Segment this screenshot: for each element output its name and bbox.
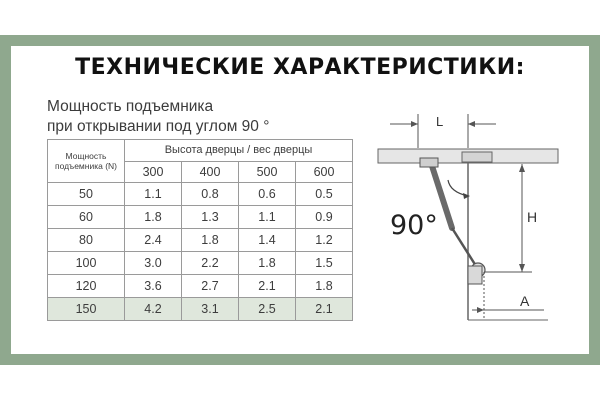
value-cell: 3.0 (125, 252, 182, 275)
dim-H-arrowhead-top (519, 164, 525, 172)
force-cell: 80 (48, 229, 125, 252)
value-cell: 4.2 (125, 298, 182, 321)
table-row-highlighted (48, 298, 353, 321)
width-header: 500 (239, 161, 296, 183)
gas-lift-diagram (372, 108, 572, 340)
dim-A-arrowhead (477, 307, 484, 313)
lower-mount (468, 266, 482, 284)
dim-H-label: H (527, 209, 538, 225)
table-row (48, 275, 353, 298)
value-cell: 2.2 (182, 252, 239, 275)
value-cell: 2.1 (296, 298, 353, 321)
force-cell: 150 (48, 298, 125, 321)
value-cell: 2.5 (239, 298, 296, 321)
value-cell: 1.8 (125, 206, 182, 229)
value-cell: 2.7 (182, 275, 239, 298)
force-cell: 100 (48, 252, 125, 275)
value-cell: 1.8 (296, 275, 353, 298)
force-cell: 60 (48, 206, 125, 229)
value-cell: 1.8 (182, 229, 239, 252)
caption-line-1: Мощность подъемника (47, 98, 214, 115)
lift-power-header: Мощность подъемника (N) (48, 140, 125, 183)
value-cell: 0.5 (296, 183, 353, 206)
table-header-row (48, 140, 353, 162)
value-cell: 1.4 (239, 229, 296, 252)
value-cell: 1.3 (182, 206, 239, 229)
value-cell: 0.8 (182, 183, 239, 206)
value-cell: 1.1 (125, 183, 182, 206)
caption-line-2: при открывании под углом 90 ° (47, 118, 270, 135)
value-cell: 1.1 (239, 206, 296, 229)
angle-label: 90° (390, 210, 438, 241)
strut-rod (452, 228, 476, 266)
dim-A-label: A (520, 293, 530, 309)
angle-arc (448, 180, 468, 196)
angle-arrowhead (463, 193, 470, 199)
value-cell: 1.5 (296, 252, 353, 275)
width-header: 600 (296, 161, 353, 183)
dim-L-arrowhead-right (468, 121, 475, 127)
dim-L-label: L (436, 114, 444, 129)
width-header: 300 (125, 161, 182, 183)
value-cell: 0.9 (296, 206, 353, 229)
value-cell: 1.2 (296, 229, 353, 252)
door-size-header: Высота дверцы / вес дверцы (125, 140, 353, 162)
upper-mount (462, 152, 492, 162)
value-cell: 1.8 (239, 252, 296, 275)
value-cell: 2.4 (125, 229, 182, 252)
lift-power-table (47, 139, 353, 321)
table-caption (47, 97, 337, 137)
dim-H-arrowhead-bottom (519, 264, 525, 272)
value-cell: 2.1 (239, 275, 296, 298)
table-row (48, 206, 353, 229)
dim-L-arrowhead-left (411, 121, 418, 127)
value-cell: 3.6 (125, 275, 182, 298)
width-header: 400 (182, 161, 239, 183)
value-cell: 3.1 (182, 298, 239, 321)
value-cell: 0.6 (239, 183, 296, 206)
force-cell: 50 (48, 183, 125, 206)
table-row (48, 183, 353, 206)
strut-top-bracket (420, 158, 438, 167)
table-row (48, 229, 353, 252)
force-cell: 120 (48, 275, 125, 298)
page-title: ТЕХНИЧЕСКИЕ ХАРАКТЕРИСТИКИ: (75, 55, 525, 80)
table-row (48, 252, 353, 275)
